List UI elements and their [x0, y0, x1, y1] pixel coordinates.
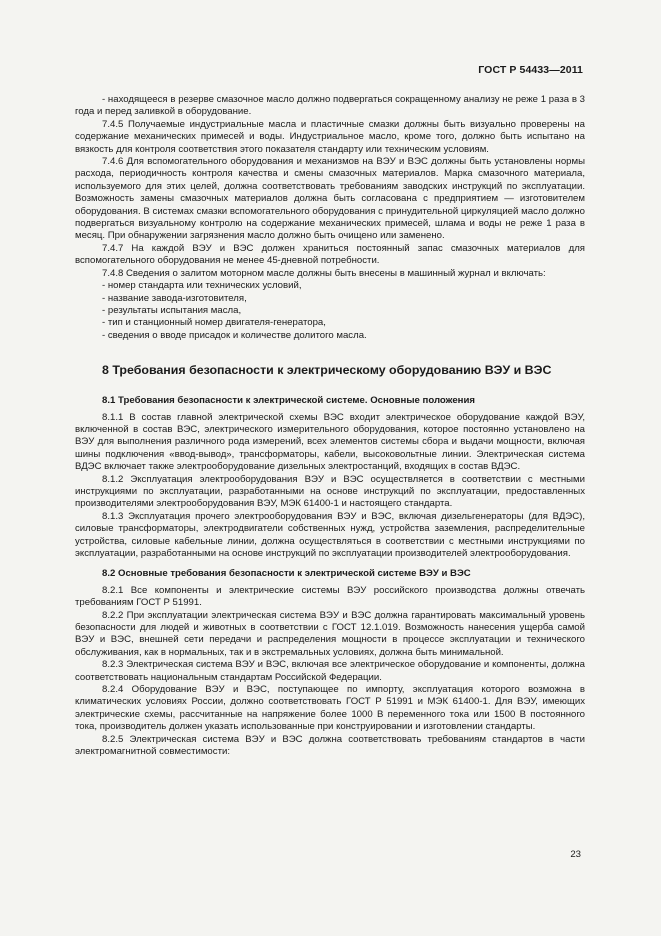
list-7-4-8 [75, 280, 585, 342]
subsection-8-1-heading: 8.1 Требования безопасности к электрической системе. Основные положения [102, 395, 475, 407]
page-number: 23 [570, 849, 581, 860]
paragraph-8-1-1: 8.1.1 В состав главной электрической схемы ВЭС входит электрическое оборудование каждой ВЭУ, включенной в состав ВЭС, электрического измерительного оборудования, которое постоянно установлено на ВЭУ для выполнения различного рода измерений, всех элементов системы сбора и выдачи мощности, включая шины подключения «ввод-вывод», трансформаторы, кабели, высоковольтные линии. Электрическая система ВДЭС включает также электрооборудование дизельных электростанций, входящих в состав ВДЭС. [75, 411, 585, 473]
section-8-heading: 8 Требования безопасности к электрическому оборудованию ВЭУ и ВЭС [102, 363, 552, 378]
page-body [75, 94, 585, 759]
paragraph-8-2-1: 8.2.1 Все компоненты и электрические системы ВЭУ российского производства должны отвечать требованиям ГОСТ Р 51991. [75, 584, 585, 609]
paragraph-8-2-5: 8.2.5 Электрическая система ВЭУ и ВЭС должна соответствовать требованиям стандартов в части электромагнитной совместимости: [75, 733, 585, 758]
paragraph-8-2-2: 8.2.2 При эксплуатации электрическая система ВЭУ и ВЭС должна гарантировать максимальный уровень безопасности для людей и животных в соответствии с ГОСТ 12.1.019. Возможность нанесения ущерба самой ВЭУ и ВЭС, внешней сети передачи и распределения мощности в процессе эксплуатации и технического обслуживания, как в нормальных, так и в экстремальных условиях, должна быть минимальной. [75, 609, 585, 658]
list-item: - название завода-изготовителя, [102, 292, 247, 304]
paragraph-7-4-6: 7.4.6 Для вспомогательного оборудования и механизмов на ВЭУ и ВЭС должны быть установлены нормы расхода, периодичность контроля качества и смены смазочных материалов. Марка смазочного материала, используемого для этих целей, должна соответствовать требованиям заводских инструкций по эксплуатации. Возможность замены смазочных материалов должна быть согласована с предприятием — изготовителем оборудования. В системах смазки вспомогательного оборудования с принудительной циркуляцией масло должно подвергаться визуальному контролю на содержание механических примесей, шлама и воды не реже 1 раза в месяц. При обнаружении загрязнения масло должно быть очищено или заменено. [75, 156, 585, 242]
document-id-header: ГОСТ Р 54433—2011 [478, 64, 583, 76]
paragraph-7-4-5: 7.4.5 Получаемые индустриальные масла и пластичные смазки должны быть визуально проверены на содержание механических примесей и воды. Индустриальное масло, кроме того, должно быть испытано на вязкость для контроля соответствия этого показателя стандарту или техническим условиям. [75, 118, 585, 155]
paragraph-reserve-oil: - находящееся в резерве смазочное масло должно подвергаться сокращенному анализу не реже 1 раза в 3 года и перед заливкой в оборудование. [75, 94, 585, 118]
list-item: - тип и станционный номер двигателя-генератора, [102, 317, 326, 329]
paragraph-7-4-8: 7.4.8 Сведения о залитом моторном масле должны быть внесены в машинный журнал и включать: [102, 267, 546, 279]
paragraph-8-1-2: 8.1.2 Эксплуатация электрооборудования ВЭУ и ВЭС осуществляется в соответствии с местными инструкциями по эксплуатации, разработанными на основе инструкций по эксплуатации, предоставленных производителями электрооборудования ВЭУ, МЭК 61400-1 и настоящего стандарта. [75, 473, 585, 510]
list-item: - номер стандарта или технических условий, [102, 280, 302, 292]
paragraph-8-2-4: 8.2.4 Оборудование ВЭУ и ВЭС, поступающее по импорту, эксплуатация которого возможна в климатических условиях России, должно соответствовать ГОСТ Р 51991 и МЭК 61400-1. Для ВЭУ, имеющих электрические схемы, рассчитанные на напряжение более 1000 В переменного тока или 1500 В постоянного тока, производитель должен указать использованные при конструировании и изготовлении стандарты. [75, 684, 585, 733]
list-item: - результаты испытания масла, [102, 304, 242, 316]
list-item: - сведения о вводе присадок и количестве долитого масла. [102, 329, 367, 341]
paragraph-8-1-3: 8.1.3 Эксплуатация прочего электрооборудования ВЭУ и ВЭС, включая дизельгенераторы (для ВДЭС), силовые трансформаторы, электродвигатели собственных нужд, устройства заземления, распределительные устройства, силовые кабельные линии, должна осуществляться в соответствии с местными инструкциями по эксплуатации, разработанными на основе инструкций по эксплуатации производителей электрооборудования. [75, 510, 585, 559]
subsection-8-2-heading: 8.2 Основные требования безопасности к электрической системе ВЭУ и ВЭС [102, 568, 471, 580]
paragraph-8-2-3: 8.2.3 Электрическая система ВЭУ и ВЭС, включая все электрическое оборудование и компоненты, должна соответствовать национальным стандартам Российской Федерации. [75, 659, 585, 683]
paragraph-7-4-7: 7.4.7 На каждой ВЭУ и ВЭС должен храниться постоянный запас смазочных материалов для вспомогательного оборудования не менее 45-дневной потребности. [75, 242, 585, 267]
